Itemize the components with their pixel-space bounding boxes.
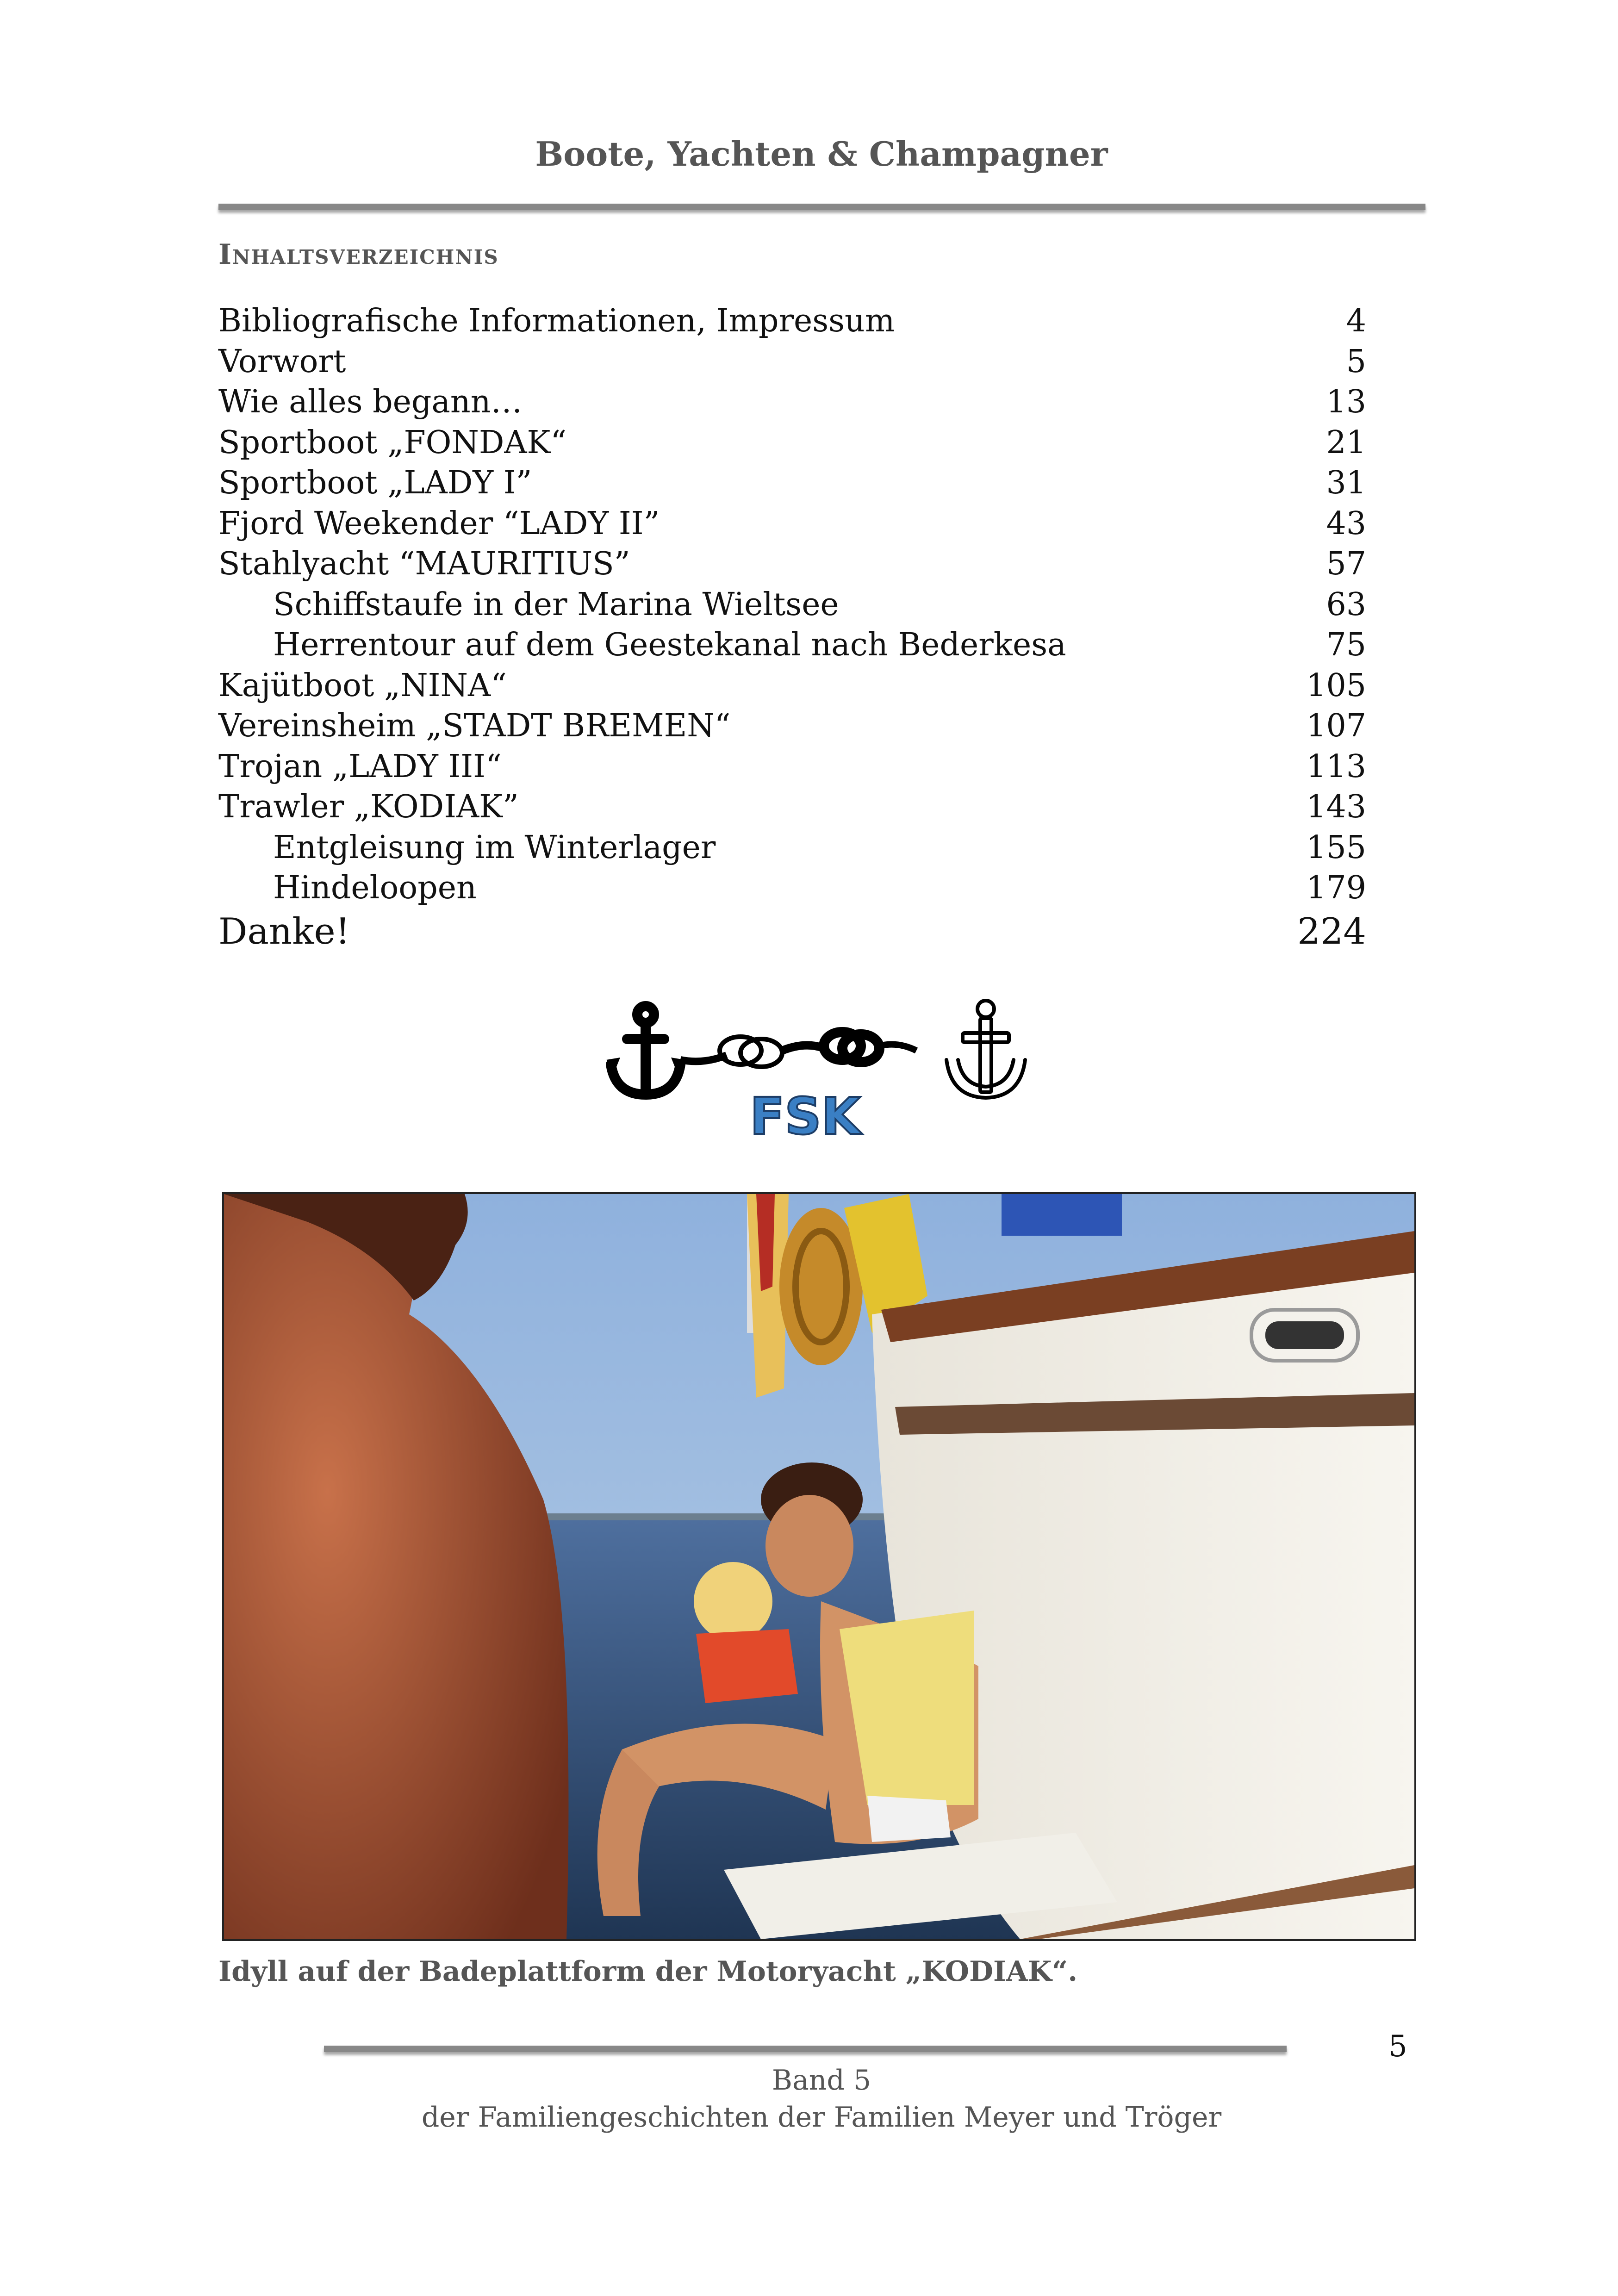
toc-entry-title: Vorwort xyxy=(218,343,346,380)
toc-entry-page: 113 xyxy=(1306,748,1366,785)
boat-photo-illustration-icon xyxy=(224,1194,1414,1939)
toc-entry[interactable] xyxy=(218,463,1366,504)
toc-heading: Inhaltsverzeichnis xyxy=(218,238,499,271)
footer-divider xyxy=(324,2046,1287,2052)
toc-entry[interactable] xyxy=(218,706,1366,747)
toc-entry[interactable] xyxy=(218,787,1366,828)
photo-caption: Idyll auf der Badeplattform der Motoryacht „KODIAK“. xyxy=(218,1955,1078,1988)
toc-entry-page: 107 xyxy=(1306,708,1366,744)
photo-boat-bathing-platform xyxy=(222,1192,1416,1941)
toc-entry-page: 105 xyxy=(1306,667,1366,704)
toc-entry-page: 57 xyxy=(1326,546,1366,582)
toc-entry-title: Sportboot „FONDAK“ xyxy=(218,424,567,461)
toc-entry[interactable] xyxy=(218,908,1366,955)
toc-entry[interactable] xyxy=(218,423,1366,463)
toc-entry-title: Trojan „LADY III“ xyxy=(218,748,502,785)
toc-subentry[interactable] xyxy=(218,828,1366,868)
toc-entry-page: 75 xyxy=(1326,627,1366,663)
toc-entry-page: 179 xyxy=(1306,870,1366,906)
toc-entry[interactable] xyxy=(218,382,1366,423)
table-of-contents xyxy=(218,301,1366,955)
anchor-knot-rope-logo-icon xyxy=(602,995,1037,1148)
header-divider xyxy=(218,204,1425,210)
toc-entry-page: 143 xyxy=(1306,789,1366,825)
toc-entry-page: 4 xyxy=(1346,303,1366,339)
toc-entry-title: Fjord Weekender “LADY II” xyxy=(218,505,660,542)
toc-entry-page: 63 xyxy=(1326,586,1366,623)
toc-entry-page: 21 xyxy=(1326,424,1366,461)
toc-entry-title: Sportboot „LADY I” xyxy=(218,465,532,501)
toc-entry-title: Bibliografische Informationen, Impressum xyxy=(218,303,895,339)
toc-entry-title: Vereinsheim „STADT BREMEN“ xyxy=(218,708,731,744)
toc-entry[interactable] xyxy=(218,342,1366,382)
toc-entry-title: Danke! xyxy=(218,910,350,952)
toc-entry[interactable] xyxy=(218,301,1366,342)
toc-entry-title: Stahlyacht “MAURITIUS” xyxy=(218,546,630,582)
toc-entry[interactable] xyxy=(218,747,1366,787)
toc-entry-title: Herrentour auf dem Geestekanal nach Bederkesa xyxy=(273,627,1066,663)
toc-entry-title: Wie alles begann… xyxy=(218,384,523,420)
fsk-logo-text: FSK xyxy=(750,1087,861,1146)
toc-entry-title: Hindeloopen xyxy=(273,870,477,906)
fsk-club-logo xyxy=(602,995,1037,1148)
toc-entry-page: 31 xyxy=(1326,465,1366,501)
toc-entry-page: 5 xyxy=(1346,343,1366,380)
toc-entry-title: Kajütboot „NINA“ xyxy=(218,667,507,704)
toc-entry[interactable] xyxy=(218,504,1366,544)
toc-entry-title: Schiffstaufe in der Marina Wieltsee xyxy=(273,586,839,623)
footer-volume: Band 5 xyxy=(772,2064,871,2097)
toc-subentry[interactable] xyxy=(218,585,1366,625)
running-header-title: Boote, Yachten & Champagner xyxy=(535,134,1108,174)
toc-entry-title: Entgleisung im Winterlager xyxy=(273,829,716,866)
toc-entry-page: 224 xyxy=(1297,910,1366,952)
toc-subentry[interactable] xyxy=(218,868,1366,908)
page-number: 5 xyxy=(1388,2029,1407,2064)
toc-entry[interactable] xyxy=(218,666,1366,706)
toc-entry-title: Trawler „KODIAK” xyxy=(218,789,519,825)
toc-entry-page: 13 xyxy=(1326,384,1366,420)
toc-subentry[interactable] xyxy=(218,625,1366,666)
footer-series-title: der Familiengeschichten der Familien Meyer und Tröger xyxy=(421,2101,1222,2134)
toc-entry-page: 43 xyxy=(1326,505,1366,542)
toc-entry-page: 155 xyxy=(1306,829,1366,866)
toc-entry[interactable] xyxy=(218,544,1366,585)
